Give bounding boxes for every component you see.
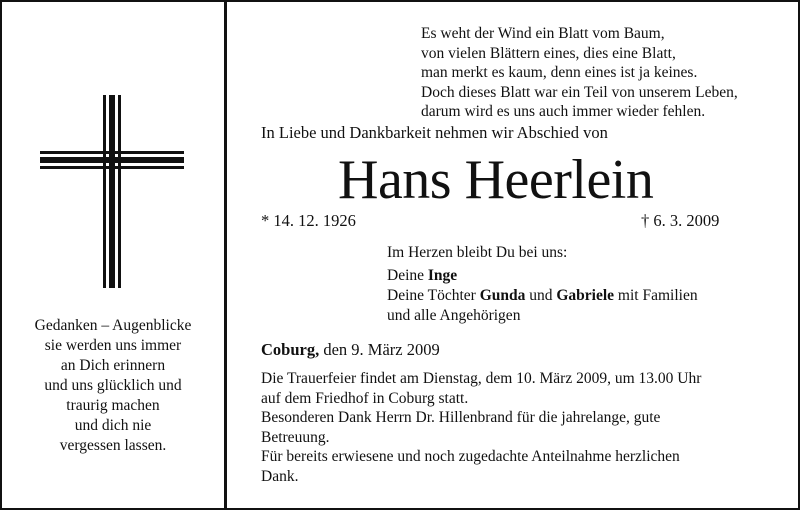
family-text: mit Familien bbox=[614, 287, 698, 304]
left-poem-line: und dich nie bbox=[74, 417, 152, 434]
left-poem-line: traurig machen bbox=[66, 397, 160, 414]
left-poem-line: an Dich erinnern bbox=[60, 357, 166, 374]
notes-line: Betreuung. bbox=[261, 428, 330, 446]
top-poem-line: man merkt es kaum, denn eines ist ja keines. bbox=[421, 64, 698, 81]
death-date: † 6. 3. 2009 bbox=[641, 211, 720, 230]
cross-icon bbox=[40, 95, 184, 288]
notice-date: den 9. März 2009 bbox=[319, 340, 440, 359]
notes-line: Die Trauerfeier findet am Dienstag, dem 10. März 2009, um 13.00 Uhr bbox=[261, 370, 702, 387]
family-line-relatives: und alle Angehörigen bbox=[387, 307, 521, 324]
place-name: Coburg, bbox=[261, 340, 320, 359]
left-poem-line: und uns glücklich und bbox=[44, 377, 182, 394]
family-text: und bbox=[525, 287, 557, 304]
top-poem-line: darum wird es uns auch immer wieder fehlen. bbox=[421, 103, 706, 120]
top-poem-line: Doch dieses Blatt war ein Teil von unserem Leben, bbox=[421, 83, 738, 101]
column-divider bbox=[224, 0, 227, 510]
top-poem-line: Es weht der Wind ein Blatt vom Baum, bbox=[421, 25, 665, 42]
left-poem-line: vergessen lassen. bbox=[59, 437, 167, 454]
top-poem bbox=[421, 24, 738, 122]
notes-line: auf dem Friedhof in Coburg statt. bbox=[261, 389, 469, 407]
notes-line: Besonderen Dank Herrn Dr. Hillenbrand für die jahrelange, gute bbox=[261, 409, 661, 426]
funeral-notes bbox=[261, 369, 761, 486]
place-date bbox=[261, 340, 440, 360]
birth-date: * 14. 12. 1926 bbox=[261, 211, 356, 230]
left-poem bbox=[8, 316, 218, 456]
spouse-name: Inge bbox=[427, 267, 458, 284]
family-line-daughters bbox=[387, 286, 698, 306]
daughter-name: Gabriele bbox=[556, 287, 615, 304]
family-list bbox=[387, 266, 698, 326]
heart-line: Im Herzen bleibt Du bei uns: bbox=[387, 244, 568, 261]
family-line-spouse bbox=[387, 266, 698, 286]
notes-line: Dank. bbox=[261, 467, 299, 485]
family-text: Deine Töchter bbox=[387, 287, 480, 304]
family-text: Deine bbox=[387, 267, 428, 284]
top-poem-line: von vielen Blättern eines, dies eine Blatt, bbox=[421, 44, 676, 62]
farewell-intro: In Liebe und Dankbarkeit nehmen wir Abschied von bbox=[261, 123, 608, 142]
left-poem-line: sie werden uns immer bbox=[44, 337, 182, 354]
daughter-name: Gunda bbox=[479, 287, 526, 304]
left-poem-line: Gedanken – Augenblicke bbox=[34, 317, 192, 334]
notes-line: Für bereits erwiesene und noch zugedachte Anteilnahme herzlichen bbox=[261, 448, 680, 465]
deceased-name: Hans Heerlein bbox=[338, 149, 654, 211]
